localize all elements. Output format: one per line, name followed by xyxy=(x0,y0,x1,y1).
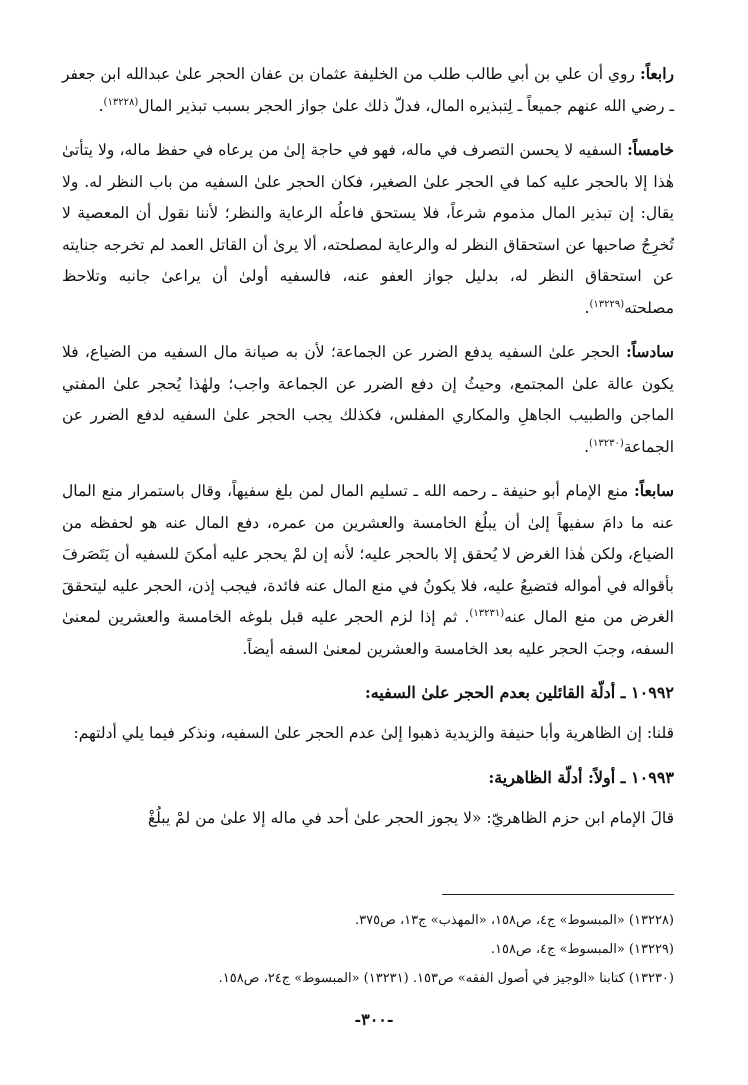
footnote-reference[interactable]: (١٣٢٢٨) xyxy=(103,96,139,108)
paragraph-tail: . xyxy=(584,298,590,317)
paragraph-tail: . ثم إذا لزم الحجر عليه قبل بلوغه الخامسة والعشرين لمعنىٰ السفه، وجبَ الحجر عليه بعد الخامسة والعشرين لمعنىٰ السفه أيضاً. xyxy=(62,608,674,658)
section-body-10993: قالَ الإمام ابن حزم الظاهريّ: «لا يجوز الحجر علىٰ أحد في ماله إلا علىٰ من لمْ يبلُغْ xyxy=(147,808,674,827)
paragraph-text: السفيه لا يحسن التصرف في ماله، فهو في حاجة إلىٰ من يرعاه في حفظ ماله، ولا يتأتىٰ هٰذا إلا بالحجر عليه كما في الحجر علىٰ الصغير، فكان الحجر علىٰ السفيه من باب النظر له. ولا يقال: إن تبذير المال مذموم شرعاً، فلا يستحق فاعلُه الرعاية والنظر؛ لأننا نقول أن المعصية لا تُخرِجُ صاحبها عن استحقاق النظر له والرعاية لمصلحته، ألا يرىٰ أن القاتل العمد لم تخرجه جنايته عن استحقاق النظر له، بدليل جواز العفو عنه، فالسفيه أولىٰ أن يراعىٰ جانبه وتلاحظ مصلحته xyxy=(62,141,674,317)
footnote-item: (١٣٢٢٨) «المبسوط» ج٤، ص١٥٨، «المهذب» ج١٣، ص٣٧٥. xyxy=(355,913,674,928)
paragraph-text: الحجر علىٰ السفيه يدفع الضرر عن الجماعة؛ لأن به صيانة مال السفيه من الضياع، فلا يكون عالة علىٰ المجتمع، وحيثُ إن دفع الضرر عن الجماعة واجب؛ ولهٰذا يُحجر علىٰ المفتي الماجن والطبيب الجاهلِ والمكاري المفلس، فكذلك يجب الحجر علىٰ السفيه لدفع الضرر عن الجماعة xyxy=(62,343,674,456)
page-body xyxy=(62,58,674,846)
footnote-reference[interactable]: (١٣٢٣١) xyxy=(469,607,505,619)
paragraph-lead: سادساً: xyxy=(625,342,674,361)
paragraph-tail: . xyxy=(98,96,104,115)
footnote-divider xyxy=(442,894,674,895)
paragraph-lead: رابعاً: xyxy=(639,64,674,83)
paragraph-lead: سابعاً: xyxy=(634,481,674,500)
paragraph-lead: خامساً: xyxy=(627,140,674,159)
footnotes xyxy=(62,906,674,993)
footnote-item: (١٣٢٣٠) كتابنا «الوجيز في أصول الفقه» ص١٥٣. (١٣٢٣١) «المبسوط» ج٢٤، ص١٥٨. xyxy=(218,971,674,986)
section-title: ـ أولاً: أدلّة الظاهرية: xyxy=(488,767,632,787)
page-number: -٣٠٠- xyxy=(354,1010,394,1029)
footnote-reference[interactable]: (١٣٢٣٠) xyxy=(589,437,624,449)
paragraph-text: روي أن علي بن أبي طالب طلب من الخليفة عثمان بن عفان الحجر علىٰ عبدالله ابن جعفر ـ رضي الله عنهم جميعاً ـ لِتبذيره المال، فدلّ ذلك علىٰ جواز الحجر بسبب تبذير المال xyxy=(62,65,674,115)
paragraph-fifth xyxy=(62,134,674,324)
section-number: ١٠٩٩٢ xyxy=(631,683,674,702)
section-title: ـ أدلّة القائلين بعدم الحجر علىٰ السفيه: xyxy=(364,683,632,702)
section-heading-10993 xyxy=(62,762,674,793)
paragraph-fourth xyxy=(62,58,674,122)
footnote-item: (١٣٢٢٩) «المبسوط» ج٤، ص١٥٨. xyxy=(490,942,674,957)
section-heading-10992 xyxy=(62,677,674,708)
section-body-10992: قلنا: إن الظاهرية وأبا حنيفة والزيدية ذهبوا إلىٰ عدم الحجر علىٰ السفيه، ونذكر فيما يلي أدلتهم: xyxy=(73,724,674,742)
paragraph-text: منع الإمام أبو حنيفة ـ رحمه الله ـ تسليم المال لمن بلغ سفيهاً، وقال باستمرار منع المال عنه ما دامَ سفيهاً إلىٰ أن يبلُغ الخامسة والعشرين من عمره، دفع المال عنه هو لحفظه من الضياع، ولكن هٰذا الغرض لا يُحقق إلا بالحجر عليه؛ لأنه إن لمْ يحجر عليه أمكنَ للسفيه أن يَتَصَرفَ بأقواله في أمواله فتضيعُ عليه، فلا يكونُ في منع المال عنه فائدة، فيجب إذن، الحجر عليه ليتحققَ الغرض من منع المال عنه xyxy=(62,482,674,626)
footnote-reference[interactable]: (١٣٢٢٩) xyxy=(589,298,625,310)
section-number: ١٠٩٩٣ xyxy=(631,767,674,787)
paragraph-sixth xyxy=(62,336,674,463)
paragraph-seventh xyxy=(62,475,674,665)
paragraph-tail: . xyxy=(584,437,590,456)
